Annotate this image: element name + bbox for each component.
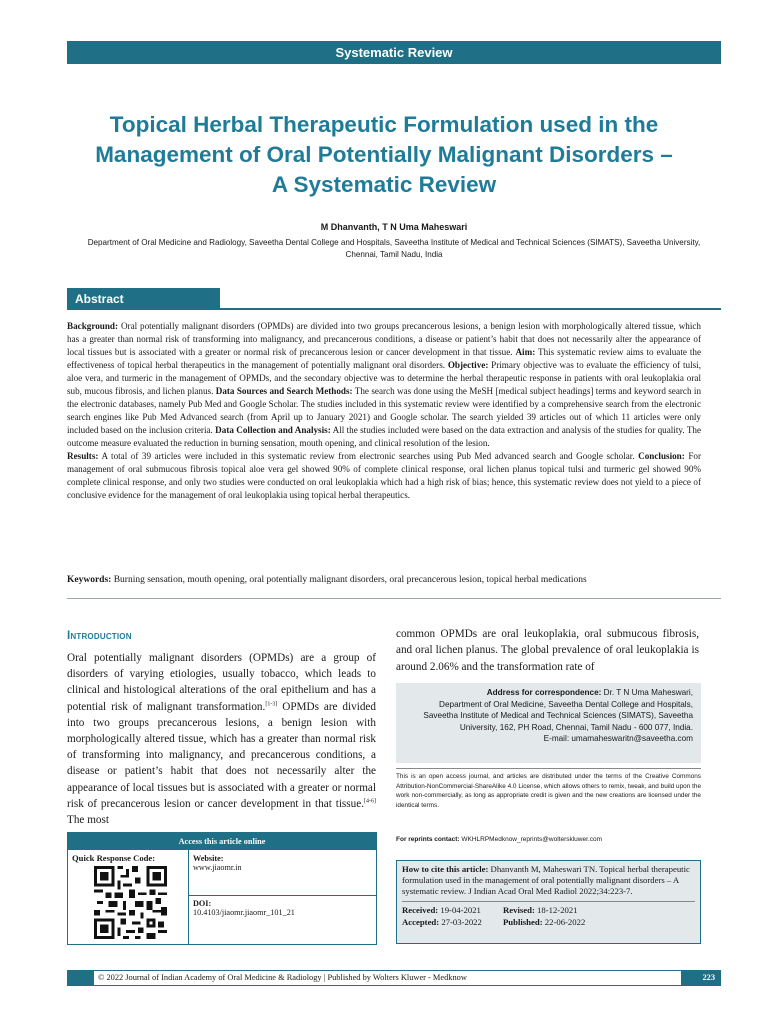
introduction-heading: Introduction — [67, 630, 132, 642]
doi-label: DOI: — [193, 899, 212, 908]
access-online-box — [67, 832, 377, 945]
revised-label: Revised: — [503, 905, 535, 916]
correspondence-box — [396, 683, 701, 763]
abstract-objective-label: Objective: — [447, 360, 489, 371]
revised-date: 18-12-2021 — [537, 905, 578, 916]
abstract-results: A total of 39 articles were included in this systematic review from electronic searches using Pub Med advanced search and Google scholar. — [101, 451, 635, 462]
article-affiliation: Department of Oral Medicine and Radiology, Saveetha Dental College and Hospitals, Saveetha Institute of Medical and Technical Sciences (SIMATS), Saveetha University, Chennai, Tamil Nadu, India — [87, 238, 701, 259]
citation-ref-1[interactable]: [1-3] — [265, 700, 278, 707]
abstract-sources: The search was done using the MeSH [medical subject headings] terms and keyword search in the electronic databases, namely Pub Med and Google Scholar. The studies included in this systematic review were identified by a comprehensive search from the electronic search engines like Pub Med Advanced search (from April up to January 2021) and Google scholar. The search yielded 39 articles out of which 11 articles were only included based on the inclusion criteria. — [67, 386, 702, 436]
article-authors: M Dhanvanth, T N Uma Maheswari — [320, 222, 468, 232]
page-footer — [67, 970, 721, 986]
website-label: Website: — [193, 854, 224, 863]
correspondence-line-3: University, 162, PH Road, Chennai, Tamil Nadu - 600 077, India. — [459, 722, 693, 732]
abstract-aim: This systematic review aims to evaluate the effectiveness of topical herbal therapeutics in the management of potentially malignant oral disorders. — [67, 347, 701, 371]
license-text: This is an open access journal, and articles are distributed under the terms of the Creative Commons Attribution-NonCommercial-ShareAlike 4.0 License, which allows others to remix, tweak, and build upon the work non-commercially, as long as appropriate credit is given and the new creations are licensed under the identical terms. — [396, 773, 701, 809]
website-link[interactable]: www.jiaomr.in — [193, 863, 242, 872]
citation-box — [396, 860, 701, 944]
abstract-sources-label: Data Sources and Search Methods: — [215, 386, 353, 397]
accepted-label: Accepted: — [402, 917, 440, 928]
abstract-aim-label: Aim: — [515, 347, 536, 358]
article-title: Topical Herbal Therapeutic Formulation used in the Management of Oral Potentially Malignant Disorders – A Systematic Review — [95, 112, 673, 197]
intro-paragraph-1: Oral potentially malignant disorders (OPMDs) are a group of disorders of varying etiologies, usually tobacco, which leads to clinical and histological alterations of the oral epithelium and has a potential risk of malignant transformation. — [67, 652, 376, 713]
abstract-background-label: Background: — [67, 321, 119, 331]
correspondence-line-2: Saveetha Institute of Medical and Technical Sciences (SIMATS), Saveetha — [423, 711, 693, 721]
correspondence-email[interactable]: E-mail: umamaheswaritn@saveetha.com — [543, 734, 693, 744]
published-label: Published: — [503, 917, 543, 928]
reprints-contact — [396, 836, 701, 843]
access-heading: Access this article online — [68, 833, 376, 850]
intro-paragraph-2-end: The most — [67, 814, 109, 827]
license-rule — [396, 768, 701, 769]
keywords-label: Keywords: — [67, 575, 112, 585]
abstract-body — [67, 320, 701, 502]
section-divider — [67, 598, 721, 599]
footer-copyright: © 2022 Journal of Indian Academy of Oral Medicine & Radiology | Published by Wolters Kluwer - Medknow — [94, 971, 681, 985]
accepted-date: 27-03-2022 — [441, 917, 482, 928]
abstract-heading: Abstract — [67, 288, 220, 310]
correspondence-line-1: Department of Oral Medicine, Saveetha Dental College and Hospitals, — [439, 699, 693, 709]
abstract-objective: Primary objective was to evaluate the efficiency of tulsi, aloe vera, and turmeric in the management of OPMDs, and the secondary objective was to determine the herbal therapeutic response in patients with oral leukoplakia oral sub, mucous fibrosis, and lichen planus. — [67, 360, 701, 397]
cite-label: How to cite this article: — [402, 864, 489, 874]
abstract-collection-label: Data Collection and Analysis: — [215, 425, 331, 436]
correspondence-name: Dr. T N Uma Maheswari, — [603, 688, 693, 697]
citation-ref-2[interactable]: [4-6] — [364, 798, 376, 805]
intro-paragraph-2: OPMDs are divided into two groups precancerous lesions, a benign lesion with morphologically altered tissue, which has a greater than normal risk of transforming into malignancy, and precancerous conditions, a disease or patient’s habit that does not necessarily alter the appearance of local tissues but is associated with a greater or normal risk of precancerous lesion or cancer development in that tissue. — [67, 700, 376, 810]
abstract-conclusion-label: Conclusion: — [638, 451, 685, 462]
keywords-text: Burning sensation, mouth opening, oral potentially malignant disorders, oral precancerous lesion, topical herbal medications — [113, 575, 587, 585]
abstract-conclusion: For management of oral submucous fibrosis topical aloe vera gel showed 90% of complete clinical response, oral lichen planus topical tulsi and turmeric gel showed 90% complete clinical response, and only two studies were conducted on oral leukoplakia which had a high risk of bias; hence, this systematic review does not yield to a piece of conclusive evidence for the management of oral leukoplakia using topical herbal therapeutics. — [67, 451, 701, 501]
introduction-left-column — [67, 650, 376, 828]
correspondence-label: Address for correspondence: — [486, 688, 602, 697]
cite-text: Dhanvanth M, Maheswari TN. Topical herbal therapeutic formulation used in the management of oral potentially malignant disorders – A systematic review. J Indian Acad Oral Med Radiol 2022;34:223-7. — [402, 864, 690, 897]
abstract-results-label: Results: — [67, 451, 99, 462]
keywords — [67, 574, 721, 587]
abstract-collection: All the studies included were based on the data extraction and analysis of the studies for quality. The outcome measure evaluated the reduction in burning sensation, mouth opening, and clinical resolution of the lesion. — [67, 425, 702, 449]
reprints-email[interactable]: WKHLRPMedknow_reprints@wolterskluwer.com — [461, 836, 602, 843]
published-date: 22-06-2022 — [544, 917, 586, 928]
abstract-background: Oral potentially malignant disorders (OPMDs) are divided into two groups precancerous lesions, a benign lesion with morphologically altered tissue, which has a greater than normal risk of transforming into malignancy, and precancerous conditions, a disease or patient’s habit that does not necessarily alter the appearance of local tissues but is associated with a greater or normal risk of precancerous lesion or cancer development in that tissue. — [67, 321, 701, 358]
reprints-label: For reprints contact: — [396, 836, 460, 843]
abstract-rule — [220, 308, 721, 310]
section-banner: Systematic Review — [67, 41, 721, 64]
received-date: 19-04-2021 — [440, 905, 481, 916]
qr-label: Quick Response Code: — [72, 853, 156, 863]
dates-grid — [402, 901, 695, 928]
received-label: Received: — [402, 905, 439, 916]
qr-code-icon[interactable] — [94, 866, 167, 939]
doi-link[interactable]: 10.4103/jiaomr.jiaomr_101_21 — [193, 908, 295, 917]
introduction-right-column: common OPMDs are oral leukoplakia, oral submucous fibrosis, and oral lichen planus. The global prevalence of oral leukoplakia is around 2.06% and the transformation rate of — [396, 628, 699, 673]
page-number: 223 — [702, 973, 715, 982]
